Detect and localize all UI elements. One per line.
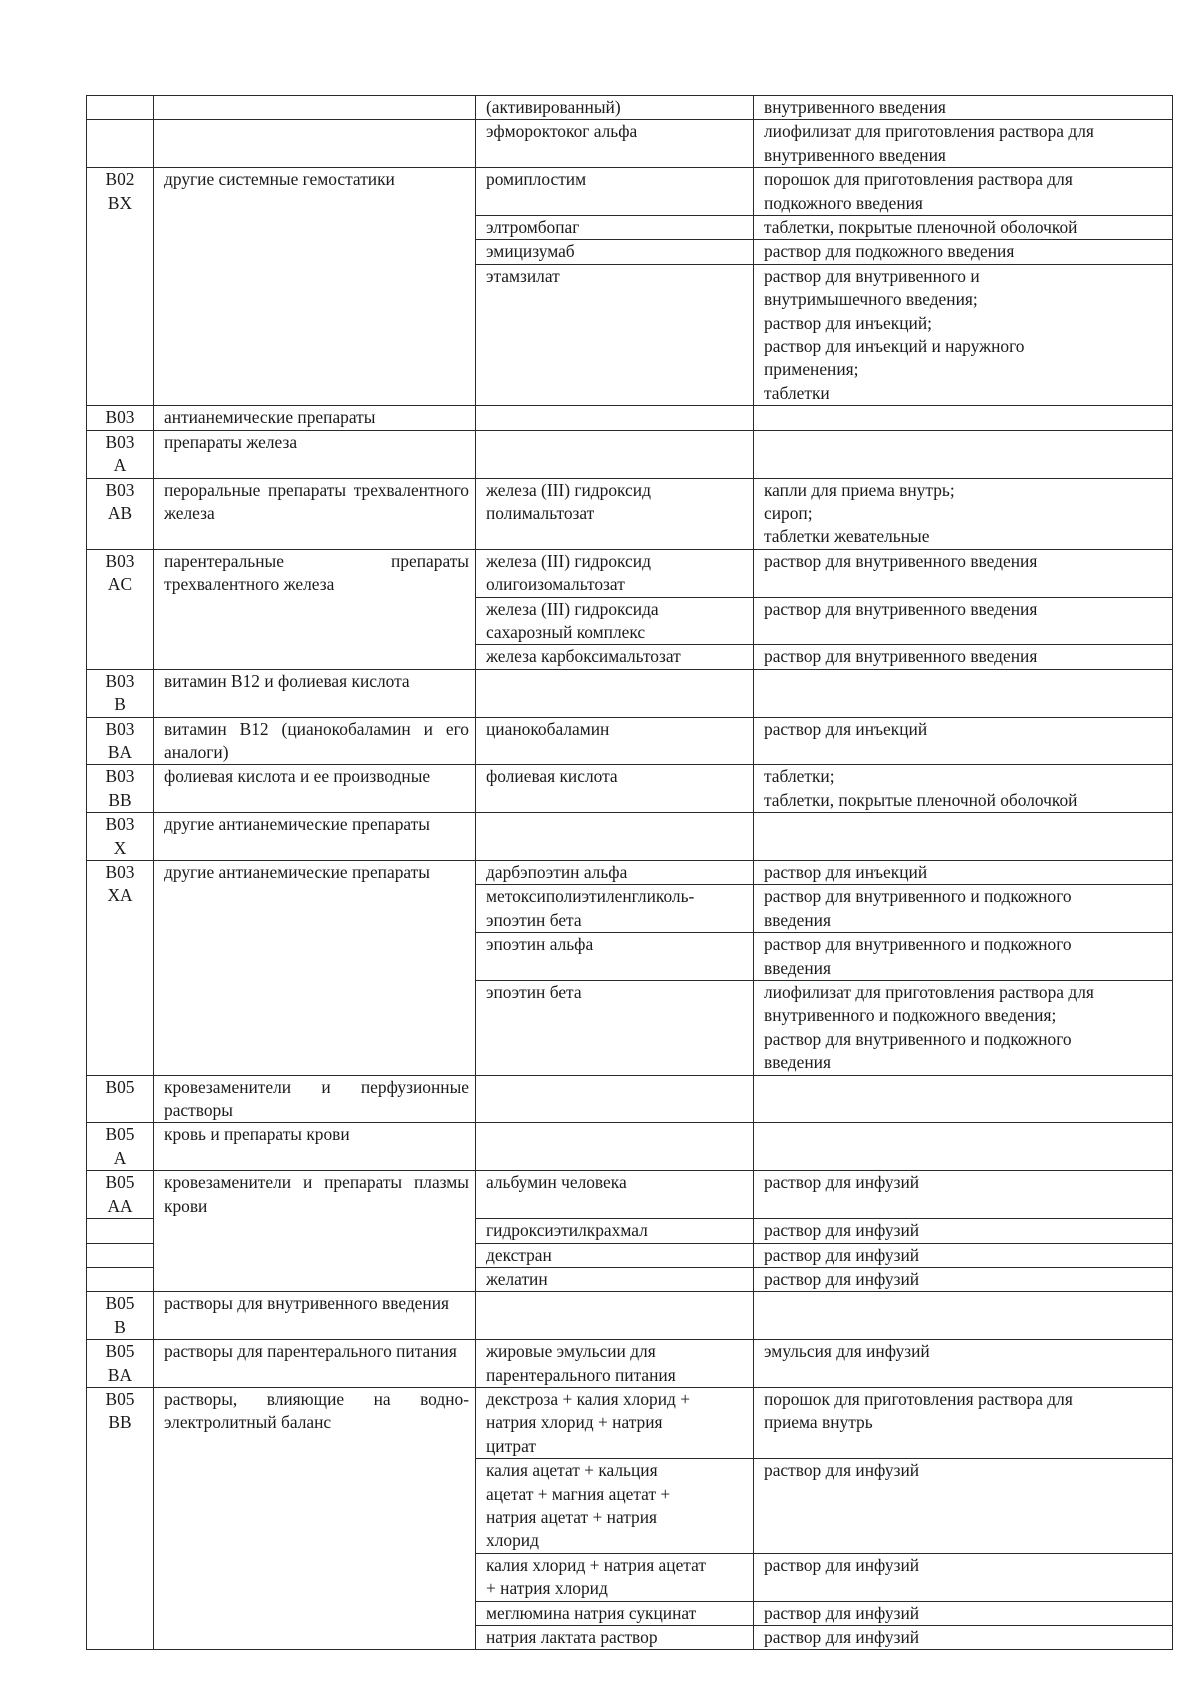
table-row <box>87 1123 1173 1171</box>
table-row <box>87 813 1173 861</box>
drug-name-cell <box>476 813 754 861</box>
drug-name-cell: железа (III) гидроксида сахарозный комплекс <box>476 597 754 645</box>
dosage-form-cell: внутривенного введения <box>754 96 1173 120</box>
dosage-form-cell: раствор для инфузий <box>754 1219 1173 1243</box>
drug-name-cell: желатин <box>476 1267 754 1291</box>
drug-name-cell: метоксиполиэтиленгликоль- эпоэтин бета <box>476 885 754 933</box>
atc-code-cell: B03 BB <box>87 765 154 813</box>
group-name-cell: фолиевая кислота и ее производные <box>154 765 476 813</box>
dosage-form-cell: раствор для инъекций <box>754 861 1173 885</box>
drug-name-cell: фолиевая кислота <box>476 765 754 813</box>
table-row <box>87 96 1173 120</box>
dosage-form-cell: раствор для внутривенного введения <box>754 549 1173 597</box>
atc-code-cell: B05 <box>87 1075 154 1123</box>
atc-code-cell: B05 AA <box>87 1171 154 1219</box>
atc-code-cell: B05 BB <box>87 1387 154 1649</box>
atc-code-cell: B03 X <box>87 813 154 861</box>
atc-code-cell: B03 B <box>87 669 154 717</box>
drug-name-cell: натрия лактата раствор <box>476 1626 754 1650</box>
drug-name-cell: эфмороктоког альфа <box>476 120 754 168</box>
dosage-form-cell: раствор для внутривенного и подкожного введения <box>754 933 1173 981</box>
drug-name-cell <box>476 1123 754 1171</box>
group-name-cell: витамин B12 и фолиевая кислота <box>154 669 476 717</box>
table-row <box>87 1387 1173 1458</box>
group-name-cell: кровезаменители и перфузионные растворы <box>154 1075 476 1123</box>
dosage-form-cell: раствор для подкожного введения <box>754 240 1173 264</box>
dosage-form-cell: раствор для инфузий <box>754 1601 1173 1625</box>
drug-name-cell: жировые эмульсии для парентерального питания <box>476 1340 754 1388</box>
group-name-cell: препараты железа <box>154 430 476 478</box>
drug-name-cell: железа (III) гидроксид полимальтозат <box>476 478 754 549</box>
table-row <box>87 430 1173 478</box>
dosage-form-cell: капли для приема внутрь; сироп; таблетки жевательные <box>754 478 1173 549</box>
table-row <box>87 549 1173 597</box>
dosage-form-cell: эмульсия для инфузий <box>754 1340 1173 1388</box>
dosage-form-cell <box>754 1075 1173 1123</box>
dosage-form-cell: таблетки; таблетки, покрытые пленочной оболочкой <box>754 765 1173 813</box>
dosage-form-cell: раствор для инъекций <box>754 717 1173 765</box>
atc-code-cell: B05 B <box>87 1292 154 1340</box>
drug-name-cell: декстран <box>476 1243 754 1267</box>
group-name-cell: растворы, влияющие на водно-электролитный баланс <box>154 1387 476 1649</box>
drug-name-cell: меглюмина натрия сукцинат <box>476 1601 754 1625</box>
group-name-cell: витамин B12 (цианокобаламин и его аналоги) <box>154 717 476 765</box>
dosage-form-cell <box>754 1123 1173 1171</box>
atc-code-cell: B03 AC <box>87 549 154 669</box>
dosage-form-cell: раствор для инфузий <box>754 1553 1173 1601</box>
group-name-cell: растворы для внутривенного введения <box>154 1292 476 1340</box>
dosage-form-cell <box>754 813 1173 861</box>
drug-name-cell: гидроксиэтилкрахмал <box>476 1219 754 1243</box>
drug-name-cell: этамзилат <box>476 264 754 405</box>
drug-name-cell: железа карбоксимальтозат <box>476 645 754 669</box>
dosage-form-cell: таблетки, покрытые пленочной оболочкой <box>754 216 1173 240</box>
atc-code-cell: B03 <box>87 406 154 430</box>
table-row <box>87 1171 1173 1219</box>
drug-name-cell: эпоэтин бета <box>476 981 754 1076</box>
atc-code-cell: B03 AB <box>87 478 154 549</box>
table-row <box>87 717 1173 765</box>
drug-name-cell: ромиплостим <box>476 168 754 216</box>
table-row <box>87 1075 1173 1123</box>
table-row <box>87 669 1173 717</box>
group-name-cell: антианемические препараты <box>154 406 476 430</box>
group-name-cell: другие системные гемостатики <box>154 168 476 406</box>
group-name-cell: пероральные препараты трехвалентного железа <box>154 478 476 549</box>
atc-code-cell: B03 XA <box>87 861 154 1076</box>
table-row <box>87 861 1173 885</box>
drug-name-cell: калия хлорид + натрия ацетат + натрия хлорид <box>476 1553 754 1601</box>
dosage-form-cell: раствор для внутривенного введения <box>754 597 1173 645</box>
dosage-form-cell: раствор для инфузий <box>754 1267 1173 1291</box>
dosage-form-cell: лиофилизат для приготовления раствора для внутривенного введения <box>754 120 1173 168</box>
table-row <box>87 120 1173 168</box>
atc-code-cell: B03 A <box>87 430 154 478</box>
drug-name-cell <box>476 1292 754 1340</box>
group-name-cell: парентеральные препараты трехвалентного железа <box>154 549 476 669</box>
group-name-cell <box>154 96 476 120</box>
atc-code-cell: B05 BA <box>87 1340 154 1388</box>
atc-code-cell <box>87 1243 154 1267</box>
atc-code-cell <box>87 96 154 120</box>
dosage-form-cell: раствор для инфузий <box>754 1626 1173 1650</box>
drug-name-cell: эмицизумаб <box>476 240 754 264</box>
atc-code-cell: B02 BX <box>87 168 154 406</box>
table-row <box>87 478 1173 549</box>
dosage-form-cell <box>754 669 1173 717</box>
atc-code-cell: B03 BA <box>87 717 154 765</box>
drug-name-cell: альбумин человека <box>476 1171 754 1219</box>
drug-name-cell: калия ацетат + кальция ацетат + магния ацетат + натрия ацетат + натрия хлорид <box>476 1459 754 1554</box>
dosage-form-cell <box>754 406 1173 430</box>
table-row <box>87 765 1173 813</box>
dosage-form-cell <box>754 1292 1173 1340</box>
drug-name-cell <box>476 406 754 430</box>
drug-list-table <box>86 95 1173 1650</box>
drug-name-cell: элтромбопаг <box>476 216 754 240</box>
dosage-form-cell: раствор для инфузий <box>754 1171 1173 1219</box>
table-row <box>87 1292 1173 1340</box>
dosage-form-cell: раствор для внутривенного и подкожного введения <box>754 885 1173 933</box>
group-name-cell <box>154 120 476 168</box>
drug-name-cell: эпоэтин альфа <box>476 933 754 981</box>
dosage-form-cell: лиофилизат для приготовления раствора для внутривенного и подкожного введения; раствор для внутривенного и подкожного введения <box>754 981 1173 1076</box>
drug-name-cell: цианокобаламин <box>476 717 754 765</box>
group-name-cell: кровь и препараты крови <box>154 1123 476 1171</box>
drug-name-cell: (активированный) <box>476 96 754 120</box>
atc-code-cell <box>87 120 154 168</box>
dosage-form-cell <box>754 430 1173 478</box>
dosage-form-cell: порошок для приготовления раствора для подкожного введения <box>754 168 1173 216</box>
table-row <box>87 168 1173 216</box>
table-row <box>87 406 1173 430</box>
group-name-cell: другие антианемические препараты <box>154 861 476 1076</box>
drug-name-cell <box>476 669 754 717</box>
group-name-cell: растворы для парентерального питания <box>154 1340 476 1388</box>
group-name-cell: кровезаменители и препараты плазмы крови <box>154 1171 476 1292</box>
dosage-form-cell: раствор для внутривенного и внутримышечного введения; раствор для инъекций; раствор для инъекций и наружного применения; таблетки <box>754 264 1173 405</box>
drug-name-cell <box>476 1075 754 1123</box>
atc-code-cell: B05 A <box>87 1123 154 1171</box>
group-name-cell: другие антианемические препараты <box>154 813 476 861</box>
dosage-form-cell: раствор для внутривенного введения <box>754 645 1173 669</box>
drug-name-cell: декстроза + калия хлорид + натрия хлорид + натрия цитрат <box>476 1387 754 1458</box>
table-row <box>87 1340 1173 1388</box>
dosage-form-cell: порошок для приготовления раствора для приема внутрь <box>754 1387 1173 1458</box>
drug-name-cell: дарбэпоэтин альфа <box>476 861 754 885</box>
dosage-form-cell: раствор для инфузий <box>754 1243 1173 1267</box>
drug-name-cell: железа (III) гидроксид олигоизомальтозат <box>476 549 754 597</box>
drug-name-cell <box>476 430 754 478</box>
atc-code-cell <box>87 1219 154 1243</box>
atc-code-cell <box>87 1267 154 1291</box>
dosage-form-cell: раствор для инфузий <box>754 1459 1173 1554</box>
